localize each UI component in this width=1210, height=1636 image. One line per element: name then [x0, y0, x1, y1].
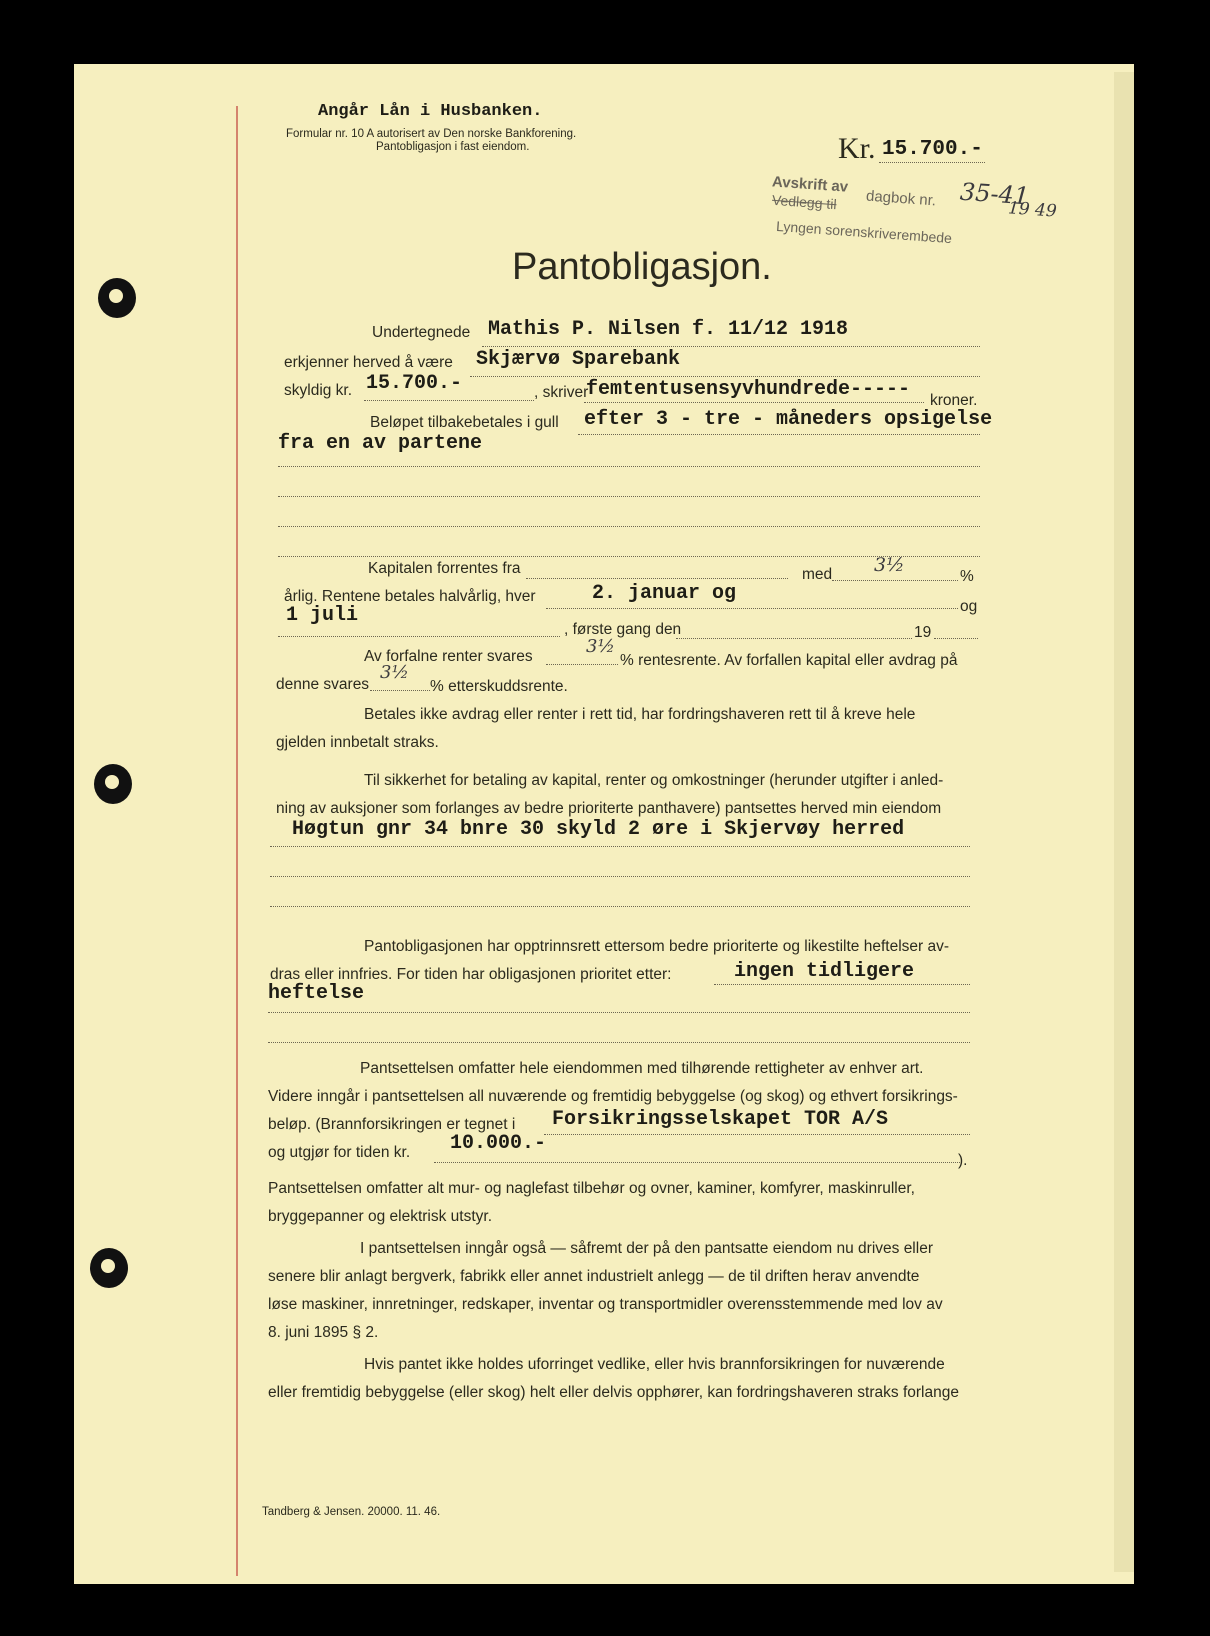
fill-line	[578, 434, 980, 435]
journal-year: 19 49	[1007, 198, 1058, 222]
debtor-name: Mathis P. Nilsen f. 11/12 1918	[488, 318, 849, 341]
property-description: Høgtun gnr 34 bnre 30 skyld 2 øre i Skjervøy herred	[292, 818, 905, 841]
fill-line	[270, 876, 970, 877]
fill-line	[526, 578, 788, 579]
page-title: Pantobligasjon.	[512, 246, 772, 288]
insured-amount: 10.000.-	[450, 1132, 547, 1155]
denne-label: denne svares	[276, 676, 370, 693]
fill-line	[470, 376, 980, 377]
paragraph-line: eller fremtidig bebyggelse (eller skog) helt eller delvis opphører, kan fordringshaveren straks forlange	[268, 1384, 959, 1401]
form-subtitle: Pantobligasjon i fast eiendom.	[376, 141, 530, 153]
fill-line	[278, 526, 980, 527]
fill-line	[270, 906, 970, 907]
creditor-name: Skjærvø Sparebank	[476, 348, 681, 371]
margin-rule	[236, 106, 238, 1576]
loan-note: Angår Lån i Husbanken.	[318, 102, 543, 121]
fill-line	[268, 1042, 970, 1043]
fill-line	[278, 636, 560, 637]
fill-line	[546, 664, 618, 665]
rentesrente-text: % rentesrente. Av forfallen kapital eller avdrag på	[620, 652, 958, 669]
fill-line	[268, 1012, 970, 1013]
stamp-office: Lyngen sorenskriverembede	[775, 217, 953, 247]
amount-prefix: Kr.	[838, 132, 876, 165]
paragraph-line: Til sikkerhet for betaling av kapital, renter og omkostninger (herunder utgifter i anled-	[364, 772, 944, 789]
paragraph-line: beløp. (Brannforsikringen er tegnet i	[268, 1116, 516, 1133]
tilbake-label: Beløpet tilbakebetales i gull	[370, 414, 559, 431]
journal-number: 35-41	[959, 177, 1031, 211]
fill-line	[544, 1134, 970, 1135]
paragraph-line: og utgjør for tiden kr.	[268, 1144, 411, 1161]
punch-hole	[90, 1248, 128, 1288]
fill-line	[832, 580, 958, 581]
stacked-page-edge	[1114, 72, 1134, 1572]
amount-line	[879, 162, 985, 163]
paragraph-line: bryggepanner og elektrisk utstyr.	[268, 1208, 493, 1225]
close-paren: ).	[958, 1152, 968, 1169]
fill-line	[278, 466, 980, 467]
skyldig-label: skyldig kr.	[284, 382, 353, 399]
forfalne-label: Av forfalne renter svares	[364, 648, 533, 665]
etterskudd-text: % etterskuddsrente.	[430, 678, 568, 695]
paragraph-line: Videre inngår i pantsettelsen all nuværende og fremtidig bebyggelse (og skog) og ethvert forsikrings-	[268, 1088, 958, 1105]
paragraph-line: Pantsettelsen omfatter alt mur- og naglefast tilbehør og ovner, kaminer, komfyrer, maskinruller,	[268, 1180, 915, 1197]
erkjenner-label: erkjenner herved å være	[284, 354, 453, 371]
kroner-label: kroner.	[930, 392, 978, 409]
paragraph-line: senere blir anlagt bergverk, fabrikk eller annet industrielt anlegg — de til driften herav anvendte	[268, 1268, 920, 1285]
prior-liens-cont: heftelse	[268, 982, 365, 1005]
fill-line	[934, 638, 978, 639]
fill-line	[676, 638, 912, 639]
punch-hole	[94, 764, 132, 804]
fill-line	[278, 496, 980, 497]
paragraph-line: ning av auksjoner som forlanges av bedre prioriterte panthavere) pantsettes herved min eiendom	[276, 800, 942, 817]
amount-value: 15.700.-	[882, 138, 983, 161]
repayment-terms: efter 3 - tre - måneders opsigelse	[584, 408, 993, 431]
repayment-terms-cont: fra en av partene	[278, 432, 483, 455]
paragraph-line: I pantsettelsen inngår også — såfremt der på den pantsatte eiendom nu drives eller	[360, 1240, 933, 1257]
fill-line	[364, 400, 534, 401]
paragraph-line: Pantobligasjonen har opptrinnsrett ettersom bedre prioriterte og likestilte heftelser av-	[364, 938, 950, 955]
year-prefix: 19	[914, 624, 932, 641]
amount-in-words: femtentusensyvhundrede-----	[586, 378, 911, 401]
compound-rate: 3½	[586, 636, 615, 657]
skriver-label: , skriver	[534, 384, 589, 401]
debt-amount: 15.700.-	[366, 372, 463, 395]
paragraph-line: Pantsettelsen omfatter hele eiendommen med tilhørende rettigheter av enhver art.	[360, 1060, 924, 1077]
fill-line	[584, 402, 924, 403]
forste-label: , første gang den	[564, 621, 682, 638]
fill-line	[434, 1162, 960, 1163]
kapital-label: Kapitalen forrentes fra	[368, 560, 521, 577]
undertegnede-label: Undertegnede	[372, 324, 471, 341]
paragraph-line: dras eller innfries. For tiden har obligasjonen prioritet etter:	[270, 966, 672, 983]
interest-rate: 3½	[874, 554, 905, 576]
fill-line	[546, 608, 958, 609]
fill-line	[714, 984, 970, 985]
printer-imprint: Tandberg & Jensen. 20000. 11. 46.	[262, 1506, 441, 1518]
stamp-text: Avskrift av	[771, 173, 849, 196]
insurer-name: Forsikringsselskapet TOR A/S	[552, 1108, 889, 1131]
paragraph-line: Betales ikke avdrag eller renter i rett tid, har fordringshaveren rett til å kreve hele	[364, 706, 916, 723]
prior-liens: ingen tidligere	[734, 960, 915, 983]
form-number: Formular nr. 10 A autorisert av Den norske Bankforening.	[286, 128, 577, 140]
stamp-text: Vedlegg til	[771, 191, 838, 213]
og-label: og	[960, 598, 978, 615]
med-label: med	[802, 566, 833, 583]
fill-line	[482, 346, 980, 347]
paragraph-line: løse maskiner, innretninger, redskaper, inventar og transportmidler overensstemmende med lov av	[268, 1296, 943, 1313]
paragraph-line: gjelden innbetalt straks.	[276, 734, 439, 751]
payment-dates: 2. januar og	[592, 582, 737, 605]
fill-line	[370, 690, 430, 691]
paragraph-line: Hvis pantet ikke holdes uforringet vedlike, eller hvis brannforsikringen for nuværende	[364, 1356, 945, 1373]
fill-line	[270, 846, 970, 847]
stamp-text: dagbok nr.	[865, 187, 937, 210]
paragraph-line: 8. juni 1895 § 2.	[268, 1324, 379, 1341]
percent-sign: %	[960, 568, 974, 585]
document-page	[74, 64, 1134, 1584]
punch-hole	[98, 278, 136, 318]
aarlig-label: årlig. Rentene betales halvårlig, hver	[284, 588, 536, 605]
late-rate: 3½	[380, 662, 409, 683]
payment-dates-cont: 1 juli	[286, 604, 359, 627]
